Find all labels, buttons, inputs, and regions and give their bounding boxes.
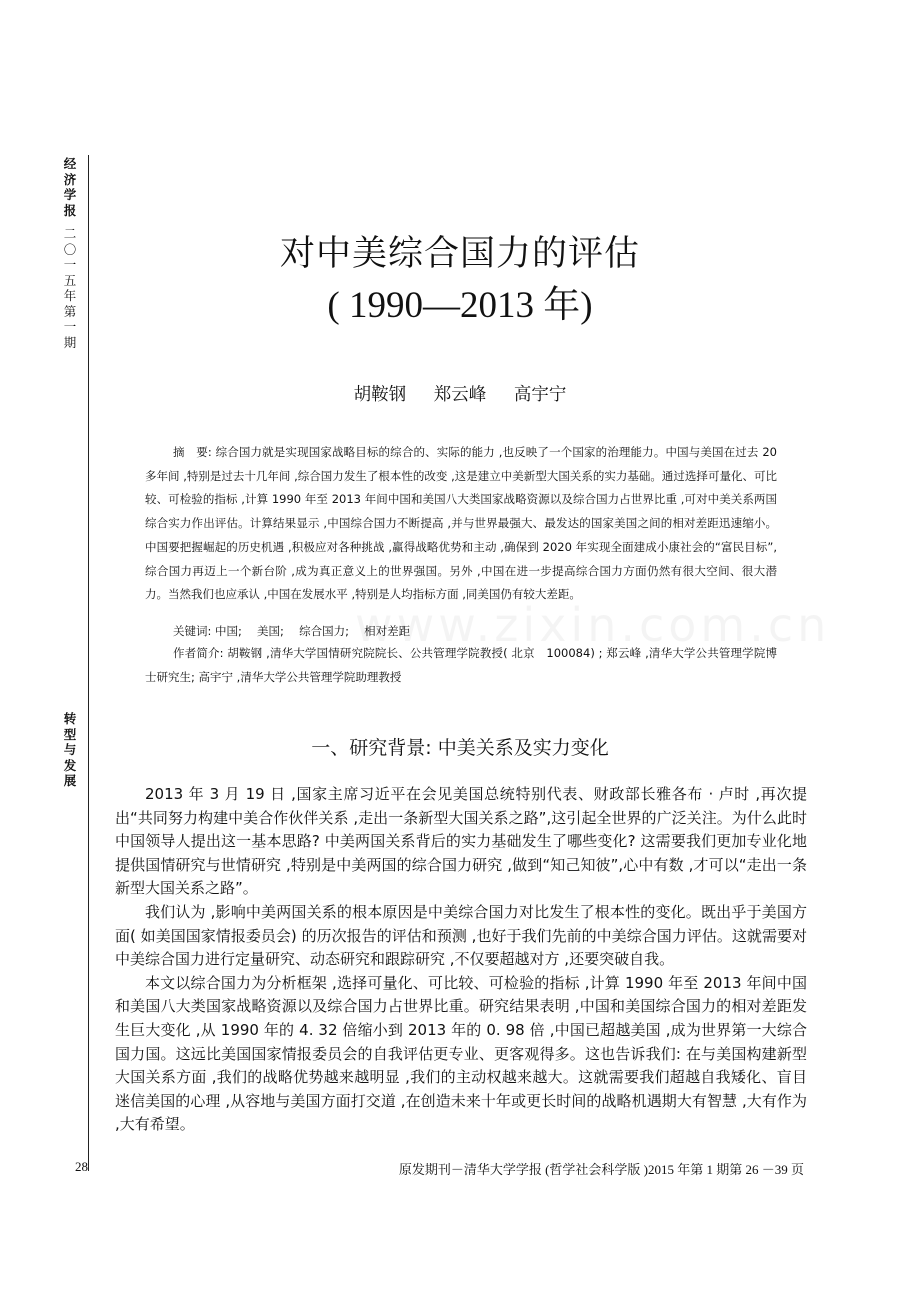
abstract [145,441,777,607]
article-title: 对中美综合国力的评估 [279,234,640,274]
paragraph: 我们认为 ,影响中美两国关系的根本原因是中美综合国力对比发生了根本性的变化。既出乎于美国方面( 如美国国家情报委员会) 的历次报告的评估和预测 ,也好于我们先前的中美综合国力评估。这就需要对中美综合国力进行定量研究、动态研究和跟踪研究 ,不仅要超越对方 ,还要突破自我。 [115,902,807,969]
sidebar-issue: 二 〇 一 五 年 第 一 期 [63,226,77,350]
author-info-text: 胡鞍钢 ,清华大学国情研究院院长、公共管理学院教授( 北京 100084) ; 郑云峰 ,清华大学公共管理学院博士研究生; 高宇宁 ,清华大学公共管理学院助理教授 [145,646,778,684]
body-text [115,783,807,1137]
abstract-text: 综合国力就是实现国家战略目标的综合的、实际的能力 ,也反映了一个国家的治理能力。中国与美国在过去 20 多年间 ,特别是过去十几年间 ,综合国力发生了根本性的改变 ,这是建立中美新型大国关系的实力基础。通过选择可量化、可比较、可检验的指标 ,计算 1990 年至 2013 年间中国和美国八大类国家战略资源以及综合国力占世界比重 ,可对中美关系两国综合实力作出评估。计算结果显示 ,中国综合国力不断提高 ,并与世界最强大、最发达的国家美国之间的相对差距迅速缩小。中国要把握崛起的历史机遇 ,积极应对各种挑战 ,赢得战略优势和主动 ,确保到 2020 年实现全面建成小康社会的“富民目标”,综合国力再迈上一个新台阶 ,成为真正意义上的世界强国。另外 ,中国在进一步提高综合国力方面仍然有很大空间、很大潜力。当然我们也应承认 ,中国在发展水平 ,特别是人均指标方面 ,同美国仍有较大差距。 [145,445,777,602]
page-number: 28 [75,1159,88,1174]
author-info-label: 作者简介: [173,646,224,660]
author-name: 胡鞍钢 [353,385,407,405]
paragraph: 2013 年 3 月 19 日 ,国家主席习近平在会见美国总统特别代表、财政部长雅各布 · 卢时 ,再次提出“共同努力构建中美合作伙伴关系 ,走出一条新型大国关系之路”,这引起全世界的广泛关注。为什么此时中国领导人提出这一基本思路? 中美两国关系背后的实力基础发生了哪些变化? 这需要我们更加专业化地提供国情研究与世情研究 ,特别是中美两国的综合国力研究 ,做到“知己知彼”,心中有数 ,才可以“走出一条新型大国关系之路”。 [115,785,807,898]
keywords-text: 中国; 美国; 综合国力; 相对差距 [215,624,411,638]
keywords [145,620,777,644]
keywords-label: 关键词: [173,624,212,638]
abstract-label: 摘 要: [173,445,212,459]
paragraph: 本文以综合国力为分析框架 ,选择可量化、可比较、可检验的指标 ,计算 1990 年至 2013 年间中国和美国八大类国家战略资源以及综合国力占世界比重。研究结果表明 ,中国和美国综合国力的相对差距发生巨大变化 ,从 1990 年的 4. 32 倍缩小到 2013 年的 0. 98 倍 ,中国已超越美国 ,成为世界第一大综合国力国。这远比美国国家情报委员会的自我评估更专业、更客观得多。这也告诉我们: 在与美国构建新型大国关系方面 ,我们的战略优势越来越明显 ,我们的主动权越来越大。这就需要我们超越自我矮化、盲目迷信美国的心理 ,从容地与美国方面打交道 ,在创造未来十年或更长时间的战略机遇期大有智慧 ,大有作为 ,大有希望。 [115,973,807,1134]
author-name: 郑云峰 [433,385,487,405]
sidebar-journal-name: 经 济 学 报 [63,156,77,218]
author-list [0,381,920,406]
section-heading: 一、研究背景: 中美关系及实力变化 [311,737,609,759]
author-name: 高宇宁 [513,385,567,405]
author-info [145,642,777,689]
source-citation: 原发期刊－清华大学学报 (哲学社会科学版 )2015 年第 1 期第 26 －39 页 [398,1162,804,1177]
sidebar-column-name: 转 型 与 发 展 [63,711,77,788]
article-subtitle: ( 1990—2013 年) [327,285,593,326]
